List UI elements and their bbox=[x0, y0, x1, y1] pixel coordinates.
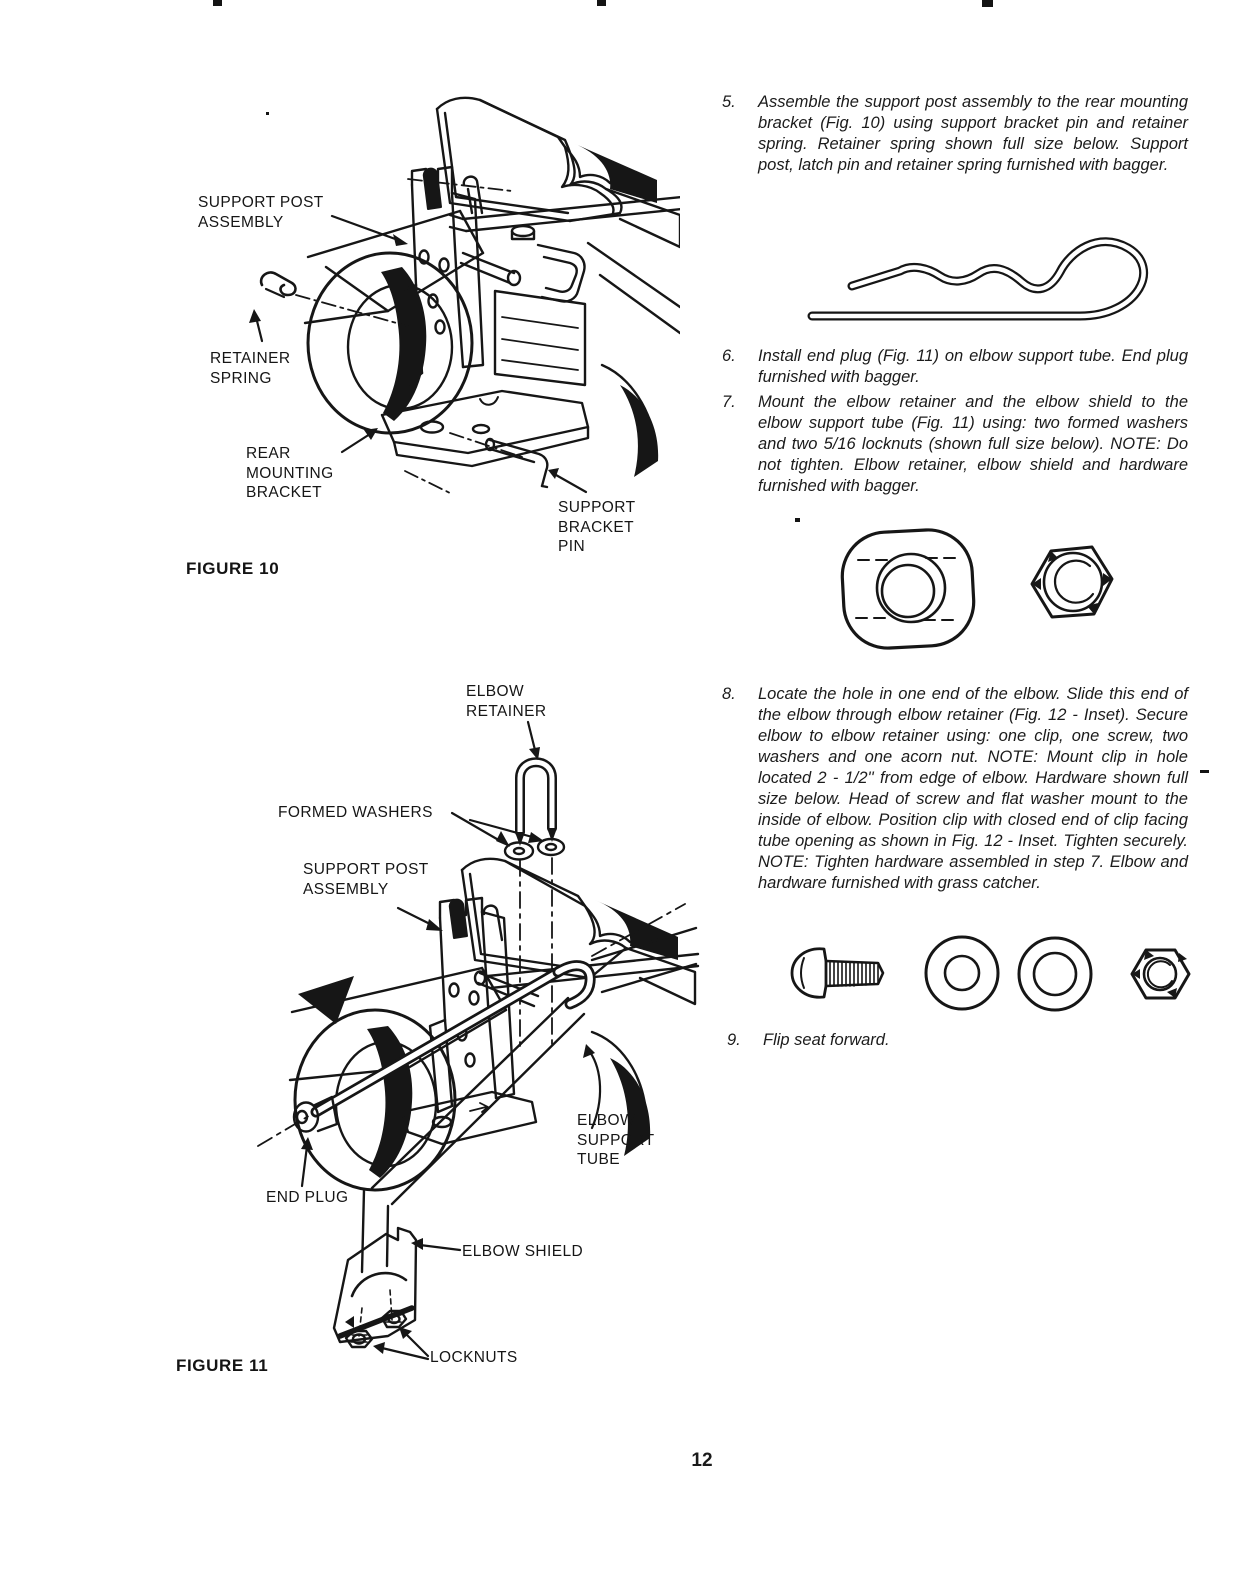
label-end-plug: END PLUG bbox=[266, 1189, 349, 1206]
retainer-spring-full-size bbox=[798, 206, 1198, 341]
figure10-drawing bbox=[150, 85, 680, 565]
step-9 bbox=[727, 1030, 890, 1051]
screw-washers-acorn-nut-full-size bbox=[780, 928, 1200, 1025]
label-elbow-support-tube: ELBOW SUPPORT TUBE bbox=[577, 1112, 655, 1168]
step-9-text: Flip seat forward. bbox=[763, 1031, 890, 1049]
step-5 bbox=[722, 92, 1188, 176]
label-support-post-assembly-fig11: SUPPORT POST ASSEMBLY bbox=[303, 861, 429, 898]
step-7-text: Mount the elbow retainer and the elbow shield to the elbow support tube (Fig. 11) using: two formed washers and two 5/16 locknuts (shown full size below). NOTE: Do not tighten. Elbow retainer, elbow shield and hardware furnished with bagger. bbox=[758, 393, 1188, 495]
label-elbow-retainer: ELBOW RETAINER bbox=[466, 683, 547, 720]
step-6 bbox=[722, 346, 1188, 388]
step-6-text: Install end plug (Fig. 11) on elbow support tube. End plug furnished with bagger. bbox=[758, 347, 1188, 386]
page-number: 12 bbox=[691, 1450, 713, 1471]
step-8-number: 8. bbox=[722, 685, 736, 703]
scan-artifact bbox=[982, 0, 993, 7]
step-8 bbox=[722, 684, 1202, 894]
step-9-number: 9. bbox=[727, 1031, 741, 1049]
figure10-caption: FIGURE 10 bbox=[186, 559, 280, 578]
step-8-text: Locate the hole in one end of the elbow. Slide this end of the elbow through elbow retainer (Fig. 12 - Inset). Secure elbow to elbow retainer using: one clip, one screw, two washers and one acorn nut. NOTE: Mount clip in hole located 2 - 1/2'' from edge of elbow. Hardware shown full size below. Head of screw and flat washer mount to the inside of elbow. Position clip with closed end of clip facing tube opening as shown in Fig. 12 - Inset. Tighten securely. NOTE: Tighten hardware assembled in step 7. Elbow and hardware furnished with grass catcher. bbox=[758, 685, 1188, 892]
step-7 bbox=[722, 392, 1188, 497]
label-rear-mounting-bracket: REAR MOUNTING BRACKET bbox=[246, 445, 334, 501]
label-retainer-spring: RETAINER SPRING bbox=[210, 350, 291, 387]
scan-artifact bbox=[795, 518, 800, 522]
figure11-drawing bbox=[140, 660, 700, 1380]
figure-10 bbox=[150, 85, 680, 565]
label-elbow-shield: ELBOW SHIELD bbox=[462, 1243, 584, 1260]
step-5-number: 5. bbox=[722, 93, 736, 111]
formed-washer-and-locknut-full-size bbox=[822, 518, 1142, 663]
step-7-number: 7. bbox=[722, 393, 736, 411]
label-formed-washers: FORMED WASHERS bbox=[278, 804, 433, 821]
label-locknuts: LOCKNUTS bbox=[430, 1349, 518, 1366]
label-support-post-assembly: SUPPORT POST ASSEMBLY bbox=[198, 194, 324, 231]
step-6-number: 6. bbox=[722, 347, 736, 365]
figure-11 bbox=[140, 660, 700, 1380]
figure11-caption: FIGURE 11 bbox=[176, 1356, 269, 1375]
scan-artifact bbox=[597, 0, 606, 6]
step-5-text: Assemble the support post assembly to the rear mounting bracket (Fig. 10) using support bracket pin and retainer spring. Retainer spring shown full size below. Support post, latch pin and retainer spring furnished with bagger. bbox=[758, 93, 1188, 174]
label-support-bracket-pin: SUPPORT BRACKET PIN bbox=[558, 499, 636, 555]
scan-artifact bbox=[213, 0, 222, 6]
